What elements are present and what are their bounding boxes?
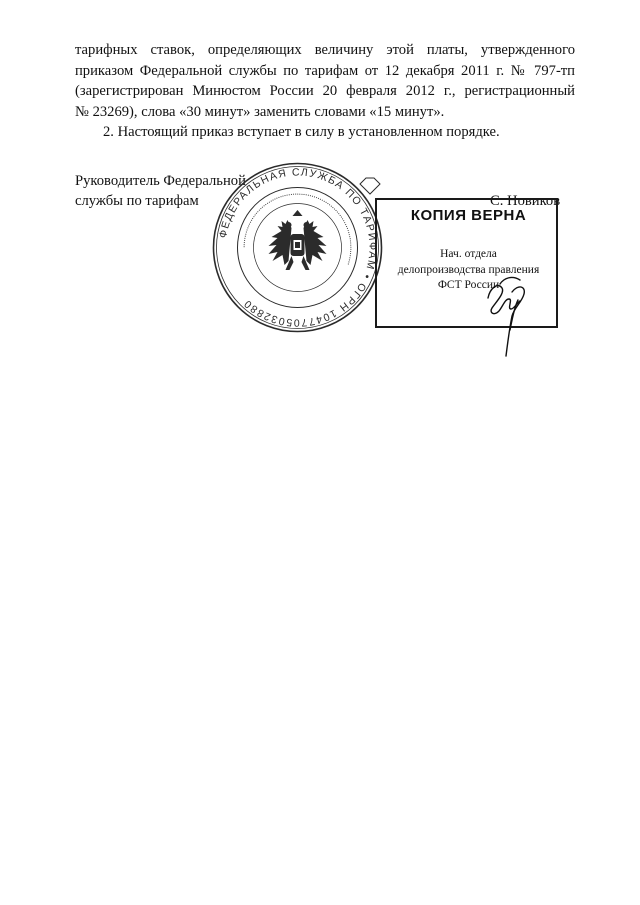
stamp-line-3: ФСТ России — [437, 279, 500, 291]
signatory-position-line-1: Руководитель Федеральной — [75, 173, 246, 189]
body-text — [75, 40, 575, 143]
body-line-2: приказом Федеральной службы по тарифам от 12 декабря 2011 г. № 797-тп — [75, 62, 575, 79]
body-line-3: (зарегистрирован Минюстом России 20 февраля 2012 г., регистрационный — [75, 83, 575, 99]
signatory-name: С. Новиков — [490, 193, 561, 209]
svg-text:••••••••••••••••••••••••••••••: ••••••••••••••••••••••••••••••••••••••••••••••••••••••••••••••••••••••••••••••••••••••• — [241, 191, 354, 267]
stamp-line-1: Нач. отдела — [440, 248, 497, 260]
body-line-1: тарифных ставок, определяющих величину этой платы, утвержденного — [75, 42, 575, 58]
stamp-title: КОПИЯ ВЕРНА — [410, 207, 527, 224]
seal-text: ФЕДЕРАЛЬНАЯ СЛУЖБА ПО ТАРИФАМ • ОГРН 1047705032880 — [217, 166, 379, 329]
stamp-line-2: делопроизводства правления — [397, 263, 540, 276]
double-headed-eagle-emblem — [269, 210, 327, 270]
signatory-position-line-2: службы по тарифам — [75, 193, 199, 209]
body-line-4: № 23269), слова «30 минут» заменить словами «15 минут». — [75, 103, 445, 120]
handwritten-signature — [478, 270, 538, 365]
body-line-5-clause-2: 2. Настоящий приказ вступает в силу в установленном порядке. — [103, 124, 500, 140]
official-seal — [210, 160, 385, 335]
